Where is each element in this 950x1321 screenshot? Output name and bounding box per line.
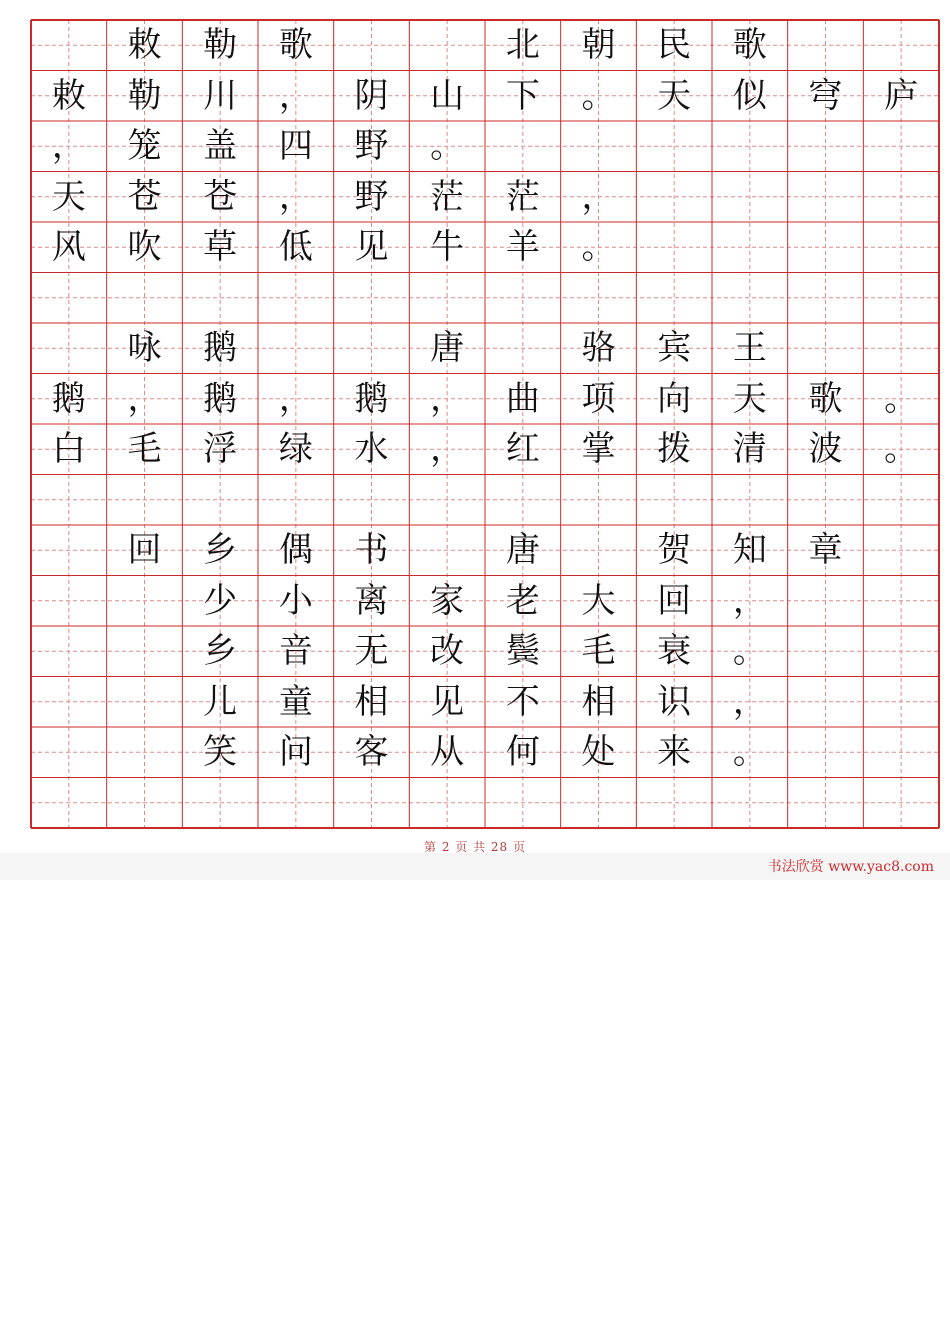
grid-cell: 鹅: [51, 378, 86, 419]
grid-cell: [409, 778, 485, 829]
grid-cell: [863, 576, 939, 627]
grid-cell: 客: [354, 732, 389, 773]
grid-cell: 书: [354, 530, 389, 571]
grid-cell: 老: [505, 580, 540, 621]
grid-cell: [712, 273, 788, 324]
grid-cell: 阴: [354, 75, 389, 116]
grid-cell: 吹: [127, 227, 162, 268]
grid-cell: 。: [884, 429, 919, 470]
grid-cell: [107, 273, 183, 324]
grid-cell: [636, 273, 712, 324]
grid-cell: [561, 525, 637, 576]
grid-cell: [788, 121, 864, 172]
grid-cell: [863, 727, 939, 778]
grid-cell: 唐: [430, 328, 465, 369]
grid-cell: 乡: [203, 631, 238, 672]
grid-cell: 敕: [127, 25, 162, 66]
grid-cell: 见: [354, 227, 389, 268]
grid-cell: [258, 778, 334, 829]
grid-cell: [409, 525, 485, 576]
grid-cell: 鹅: [203, 328, 238, 369]
grid-cell: [788, 626, 864, 677]
grid-cell: ，: [278, 75, 313, 116]
grid-cell: 民: [657, 25, 692, 66]
grid-cell: 。: [732, 732, 767, 773]
grid-cell: [334, 273, 410, 324]
page-number: 第 2 页 共 28 页: [424, 840, 526, 854]
grid-cell: ，: [430, 429, 465, 470]
grid-cell: 勒: [127, 75, 162, 116]
grid-cell: ，: [51, 126, 86, 167]
grid-cell: [31, 778, 107, 829]
grid-cell: [107, 626, 183, 677]
grid-cell: 回: [657, 580, 692, 621]
character-cells: [31, 20, 939, 828]
grid-cell: 敕: [51, 75, 86, 116]
grid-cell: ，: [732, 681, 767, 722]
grid-cell: 勒: [203, 25, 238, 66]
grid-cell: 项: [581, 378, 616, 419]
grid-cell: 音: [278, 631, 313, 672]
grid-cell: [636, 121, 712, 172]
grid-cell: 茫: [505, 176, 540, 217]
grid-cell: 。: [884, 378, 919, 419]
grid-cell: [31, 475, 107, 526]
grid-cell: [334, 475, 410, 526]
grid-cell: [636, 222, 712, 273]
grid-cell: 知: [732, 530, 767, 571]
grid-cell: ，: [278, 176, 313, 217]
grid-cell: 野: [354, 126, 389, 167]
grid-cell: 毛: [581, 631, 616, 672]
grid-cell: [712, 222, 788, 273]
grid-cell: 天: [657, 75, 692, 116]
grid-cell: [863, 626, 939, 677]
grid-cell: 清: [732, 429, 767, 470]
grid-cell: [863, 323, 939, 374]
grid-cell: ，: [732, 580, 767, 621]
grid-cell: [863, 121, 939, 172]
grid-cell: ，: [581, 176, 616, 217]
grid-cell: [561, 273, 637, 324]
grid-cell: [31, 525, 107, 576]
grid-cell: [258, 273, 334, 324]
grid-cell: 白: [51, 429, 86, 470]
grid-cell: [31, 323, 107, 374]
grid-cell: [107, 677, 183, 728]
grid-cell: 儿: [203, 681, 238, 722]
grid-cell: 。: [430, 126, 465, 167]
grid-cell: 苍: [203, 176, 238, 217]
grid-cell: 天: [51, 176, 86, 217]
grid-cell: 川: [203, 75, 238, 116]
grid-cell: 鹅: [354, 378, 389, 419]
grid-cell: 贺: [657, 530, 692, 571]
grid-cell: 离: [354, 580, 389, 621]
grid-cell: [31, 677, 107, 728]
grid-cell: 浮: [203, 429, 238, 470]
grid-cell: [636, 172, 712, 223]
grid-cell: 盖: [203, 126, 238, 167]
grid-cell: [182, 273, 258, 324]
grid-cell: 鹅: [203, 378, 238, 419]
grid-cell: 。: [732, 631, 767, 672]
grid-cell: 低: [278, 227, 313, 268]
grid-cell: [788, 172, 864, 223]
grid-cell: 家: [430, 580, 465, 621]
grid-cell: 鬓: [505, 631, 540, 672]
grid-cell: [788, 222, 864, 273]
grid-cell: [788, 475, 864, 526]
grid-cell: 衰: [657, 631, 692, 672]
grid-cell: [788, 576, 864, 627]
grid-cell: [863, 475, 939, 526]
grid-cell: 波: [808, 429, 843, 470]
grid-cell: 处: [581, 732, 616, 773]
grid-cell: [788, 323, 864, 374]
grid-cell: [788, 727, 864, 778]
grid-cell: 歌: [278, 25, 313, 66]
grid-cell: 见: [430, 681, 465, 722]
grid-cell: [485, 475, 561, 526]
grid-cell: [334, 20, 410, 71]
grid-cell: 苍: [127, 176, 162, 217]
grid-cell: 四: [278, 126, 313, 167]
grid-cell: 相: [581, 681, 616, 722]
grid-cell: 偶: [278, 530, 313, 571]
grid-cell: 小: [278, 580, 313, 621]
grid-cell: 红: [505, 429, 540, 470]
grid-cell: 何: [505, 732, 540, 773]
grid-cell: 问: [278, 732, 313, 773]
grid-cell: [485, 121, 561, 172]
grid-cell: [409, 273, 485, 324]
grid-cell: [31, 20, 107, 71]
grid-cell: [788, 273, 864, 324]
grid-cell: [636, 475, 712, 526]
grid-cell: 北: [505, 25, 540, 66]
grid-cell: 。: [581, 75, 616, 116]
grid-cell: 茫: [430, 176, 465, 217]
grid-cell: 不: [505, 681, 540, 722]
grid-cell: ，: [430, 378, 465, 419]
grid-cell: 牛: [430, 227, 465, 268]
grid-cell: [712, 475, 788, 526]
grid-cell: ，: [127, 378, 162, 419]
grid-cell: 咏: [127, 328, 162, 369]
grid-cell: 似: [732, 75, 767, 116]
grid-cell: [31, 273, 107, 324]
grid-cell: [334, 323, 410, 374]
grid-cell: 回: [127, 530, 162, 571]
grid-cell: [712, 172, 788, 223]
grid-cell: [107, 778, 183, 829]
grid-cell: 宾: [657, 328, 692, 369]
grid-cell: 水: [354, 429, 389, 470]
grid-cell: 唐: [505, 530, 540, 571]
grid-cell: [863, 677, 939, 728]
grid-cell: [561, 121, 637, 172]
grid-cell: [107, 727, 183, 778]
grid-cell: [712, 121, 788, 172]
grid-cell: 王: [732, 328, 767, 369]
grid-cell: 朝: [581, 25, 616, 66]
grid-cell: 。: [581, 227, 616, 268]
grid-cell: 穹: [808, 75, 843, 116]
grid-cell: 庐: [884, 75, 919, 116]
grid-cell: [409, 475, 485, 526]
grid-cell: [863, 20, 939, 71]
grid-cell: [863, 778, 939, 829]
grid-cell: [258, 323, 334, 374]
grid-cell: [31, 576, 107, 627]
grid-cell: [561, 778, 637, 829]
grid-cell: [107, 475, 183, 526]
grid-cell: [258, 475, 334, 526]
site-watermark: 书法欣赏 www.yac8.com: [767, 859, 934, 875]
grid-cell: 来: [657, 732, 692, 773]
grid-cell: 曲: [505, 378, 540, 419]
grid-cell: 少: [203, 580, 238, 621]
grid-cell: 拨: [657, 429, 692, 470]
grid-cell: 掌: [581, 429, 616, 470]
grid-cell: [485, 778, 561, 829]
grid-cell: 识: [657, 681, 692, 722]
grid-cell: [788, 778, 864, 829]
grid-cell: 章: [808, 530, 843, 571]
grid-cell: [863, 172, 939, 223]
grid-cell: [182, 778, 258, 829]
grid-cell: [31, 626, 107, 677]
grid-cell: [712, 778, 788, 829]
grid-cell: [863, 273, 939, 324]
grid-cell: 笼: [127, 126, 162, 167]
grid-cell: [636, 778, 712, 829]
grid-cell: 天: [732, 378, 767, 419]
grid-cell: [485, 323, 561, 374]
grid-cell: 歌: [732, 25, 767, 66]
grid-cell: 草: [203, 227, 238, 268]
grid-cell: 羊: [505, 227, 540, 268]
grid-cell: [863, 222, 939, 273]
grid-cell: 从: [430, 732, 465, 773]
grid-cell: 向: [657, 378, 692, 419]
grid-cell: 下: [505, 75, 540, 116]
grid-cell: 童: [278, 681, 313, 722]
grid-cell: 乡: [203, 530, 238, 571]
grid-cell: 歌: [808, 378, 843, 419]
grid-cell: 相: [354, 681, 389, 722]
grid-cell: [788, 677, 864, 728]
grid-cell: 大: [581, 580, 616, 621]
grid-cell: [409, 20, 485, 71]
grid-cell: 风: [51, 227, 86, 268]
grid-cell: 绿: [278, 429, 313, 470]
grid-cell: [561, 475, 637, 526]
grid-cell: [107, 576, 183, 627]
grid-cell: 改: [430, 631, 465, 672]
grid-cell: 毛: [127, 429, 162, 470]
grid-cell: 无: [354, 631, 389, 672]
grid-cell: [182, 475, 258, 526]
grid-cell: [334, 778, 410, 829]
grid-cell: 野: [354, 176, 389, 217]
grid-cell: [863, 525, 939, 576]
grid-cell: [485, 273, 561, 324]
grid-cell: [31, 727, 107, 778]
grid-cell: 骆: [581, 328, 616, 369]
grid-cell: 山: [430, 75, 465, 116]
grid-cell: [788, 20, 864, 71]
grid-cell: ，: [278, 378, 313, 419]
grid-cell: 笑: [203, 732, 238, 773]
